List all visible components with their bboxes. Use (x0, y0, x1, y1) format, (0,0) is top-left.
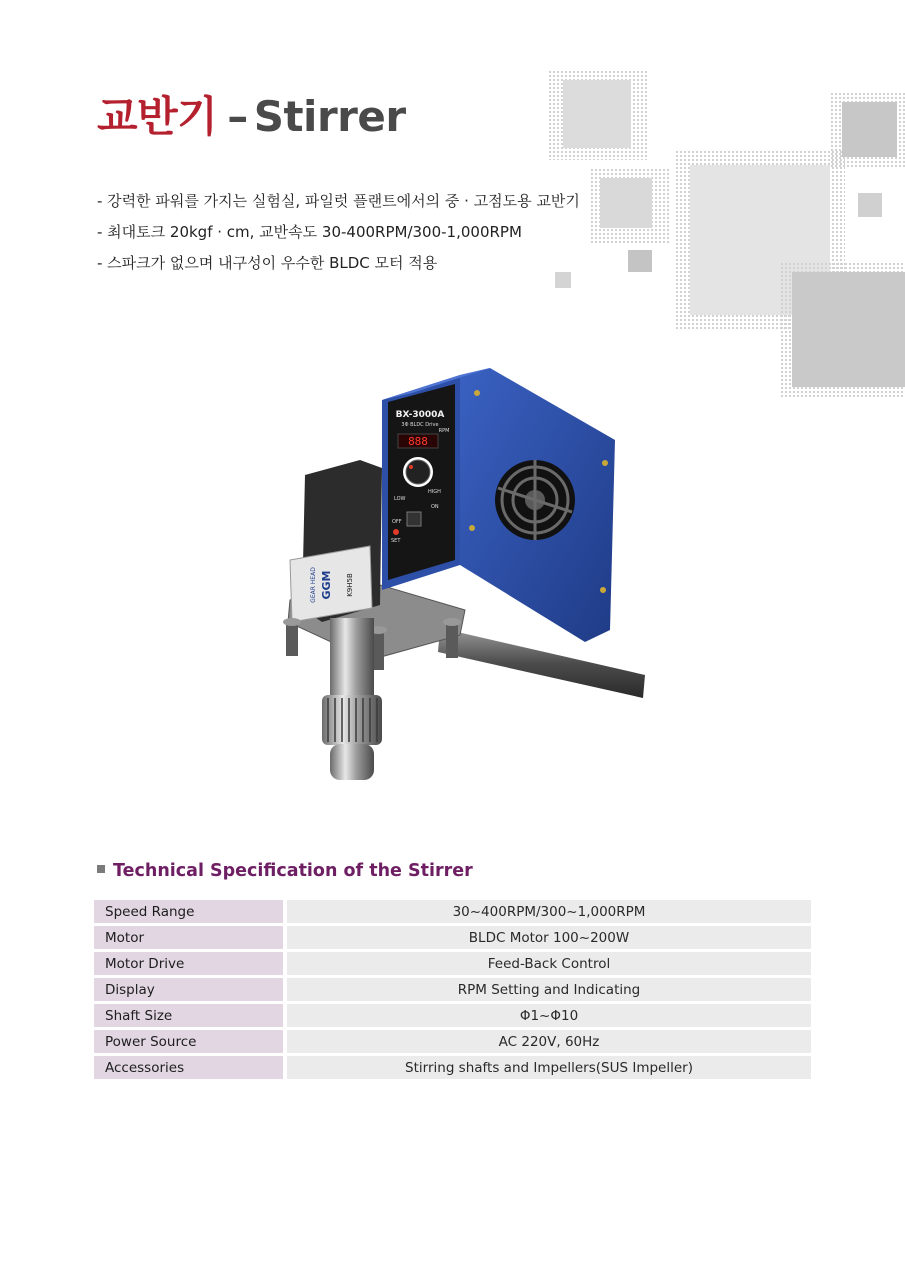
decorative-square (563, 80, 631, 148)
decorative-square (600, 178, 652, 228)
title-english: Stirrer (253, 92, 406, 141)
spec-value: Feed-Back Control (287, 952, 811, 975)
table-row (94, 900, 811, 923)
table-row (94, 978, 811, 1001)
decorative-square (858, 193, 882, 217)
spec-label: Motor (94, 926, 283, 949)
table-row (94, 952, 811, 975)
rpm-display: 888 (408, 435, 428, 448)
feature-item: - 최대토크 20kgf · cm, 교반속도 30-400RPM/300-1,000RPM (97, 223, 522, 241)
decorative-square (792, 272, 905, 387)
spec-label: Display (94, 978, 283, 1001)
off-label: OFF (392, 519, 402, 525)
feature-item: - 강력한 파워를 가지는 실험실, 파일럿 플랜트에서의 중 · 고점도용 교반기 (97, 192, 580, 210)
on-label: ON (431, 504, 439, 510)
set-label: SET (391, 538, 401, 544)
spec-value: AC 220V, 60Hz (287, 1030, 811, 1053)
high-label: HIGH (428, 489, 441, 495)
table-row (94, 1056, 811, 1079)
spec-heading-text: Technical Specification of the Stirrer (113, 861, 473, 881)
spec-value: RPM Setting and Indicating (287, 978, 811, 1001)
gearhead-text: GEAR HEAD (310, 567, 317, 603)
spec-label: Accessories (94, 1056, 283, 1079)
page-title (97, 90, 406, 144)
feature-item: - 스파크가 없으며 내구성이 우수한 BLDC 모터 적용 (97, 254, 438, 272)
fan-grille (495, 460, 575, 540)
gearhead-label (290, 546, 372, 622)
feature-list (97, 186, 580, 279)
gearhead-model: K9H5B (346, 573, 354, 597)
spec-value: BLDC Motor 100~200W (287, 926, 811, 949)
table-row (94, 926, 811, 949)
title-korean: 교반기 (97, 92, 218, 141)
controller-subtitle: 3Φ BLDC Drive (401, 422, 439, 428)
title-dash: – (227, 92, 248, 141)
gearhead-brand: GGM (320, 570, 333, 600)
spec-label: Power Source (94, 1030, 283, 1053)
spec-table (94, 897, 811, 1082)
table-row (94, 1004, 811, 1027)
controller-model: BX-3000A (395, 410, 445, 420)
spec-label: Motor Drive (94, 952, 283, 975)
low-label: LOW (394, 496, 406, 502)
spec-value: Φ1~Φ10 (287, 1004, 811, 1027)
rpm-label: RPM (438, 428, 450, 434)
square-bullet-icon (97, 865, 105, 873)
decorative-square (842, 102, 897, 157)
spec-label: Speed Range (94, 900, 283, 923)
spec-label: Shaft Size (94, 1004, 283, 1027)
spec-heading (97, 859, 473, 883)
spec-value: 30~400RPM/300~1,000RPM (287, 900, 811, 923)
support-rod (438, 628, 645, 698)
product-photo (260, 360, 660, 790)
decorative-square (628, 250, 652, 272)
drill-chuck (322, 618, 382, 780)
table-row (94, 1030, 811, 1053)
spec-value: Stirring shafts and Impellers(SUS Impeller) (287, 1056, 811, 1079)
